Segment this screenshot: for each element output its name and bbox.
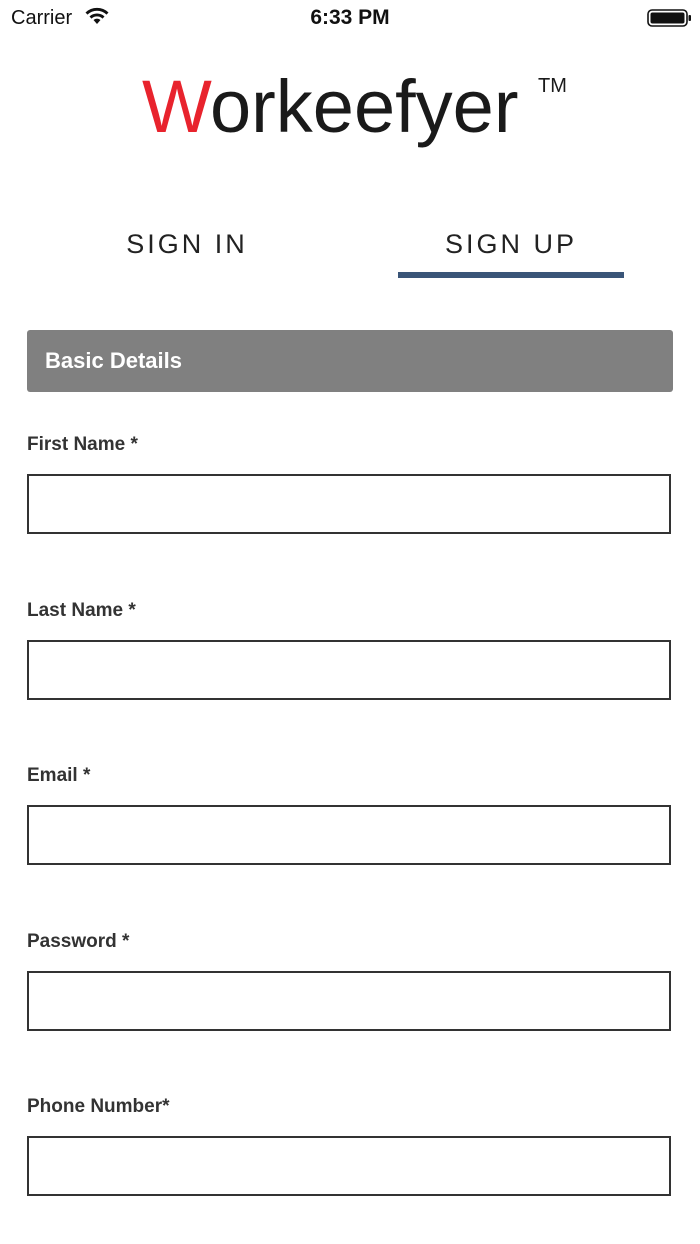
auth-tabs [0, 222, 700, 282]
tab-sign-in[interactable]: SIGN IN [126, 229, 248, 259]
clock: 6:33 PM [310, 6, 390, 29]
password-field[interactable] [27, 971, 671, 1031]
email-field[interactable] [27, 805, 671, 865]
tab-sign-up[interactable]: SIGN UP [444, 229, 578, 259]
logo-trademark: TM [538, 75, 567, 97]
first-name-field[interactable] [27, 474, 671, 534]
phone-number-label: Phone Number* [27, 1096, 170, 1117]
last-name-field[interactable] [27, 640, 671, 700]
section-title: Basic Details [45, 348, 182, 373]
logo-wordmark: orkeefyer [210, 66, 519, 148]
email-label: Email * [27, 765, 91, 786]
active-tab-indicator [398, 272, 624, 278]
battery-icon [647, 8, 693, 28]
workeefyer-logo [140, 66, 570, 156]
phone-number-field[interactable] [27, 1136, 671, 1196]
logo-letter-w: W [142, 66, 212, 148]
basic-details-header [27, 330, 673, 392]
password-label: Password * [27, 931, 130, 952]
status-bar [0, 0, 700, 36]
last-name-label: Last Name * [27, 600, 136, 621]
carrier-label: Carrier [11, 7, 73, 29]
first-name-label: First Name * [27, 434, 138, 455]
